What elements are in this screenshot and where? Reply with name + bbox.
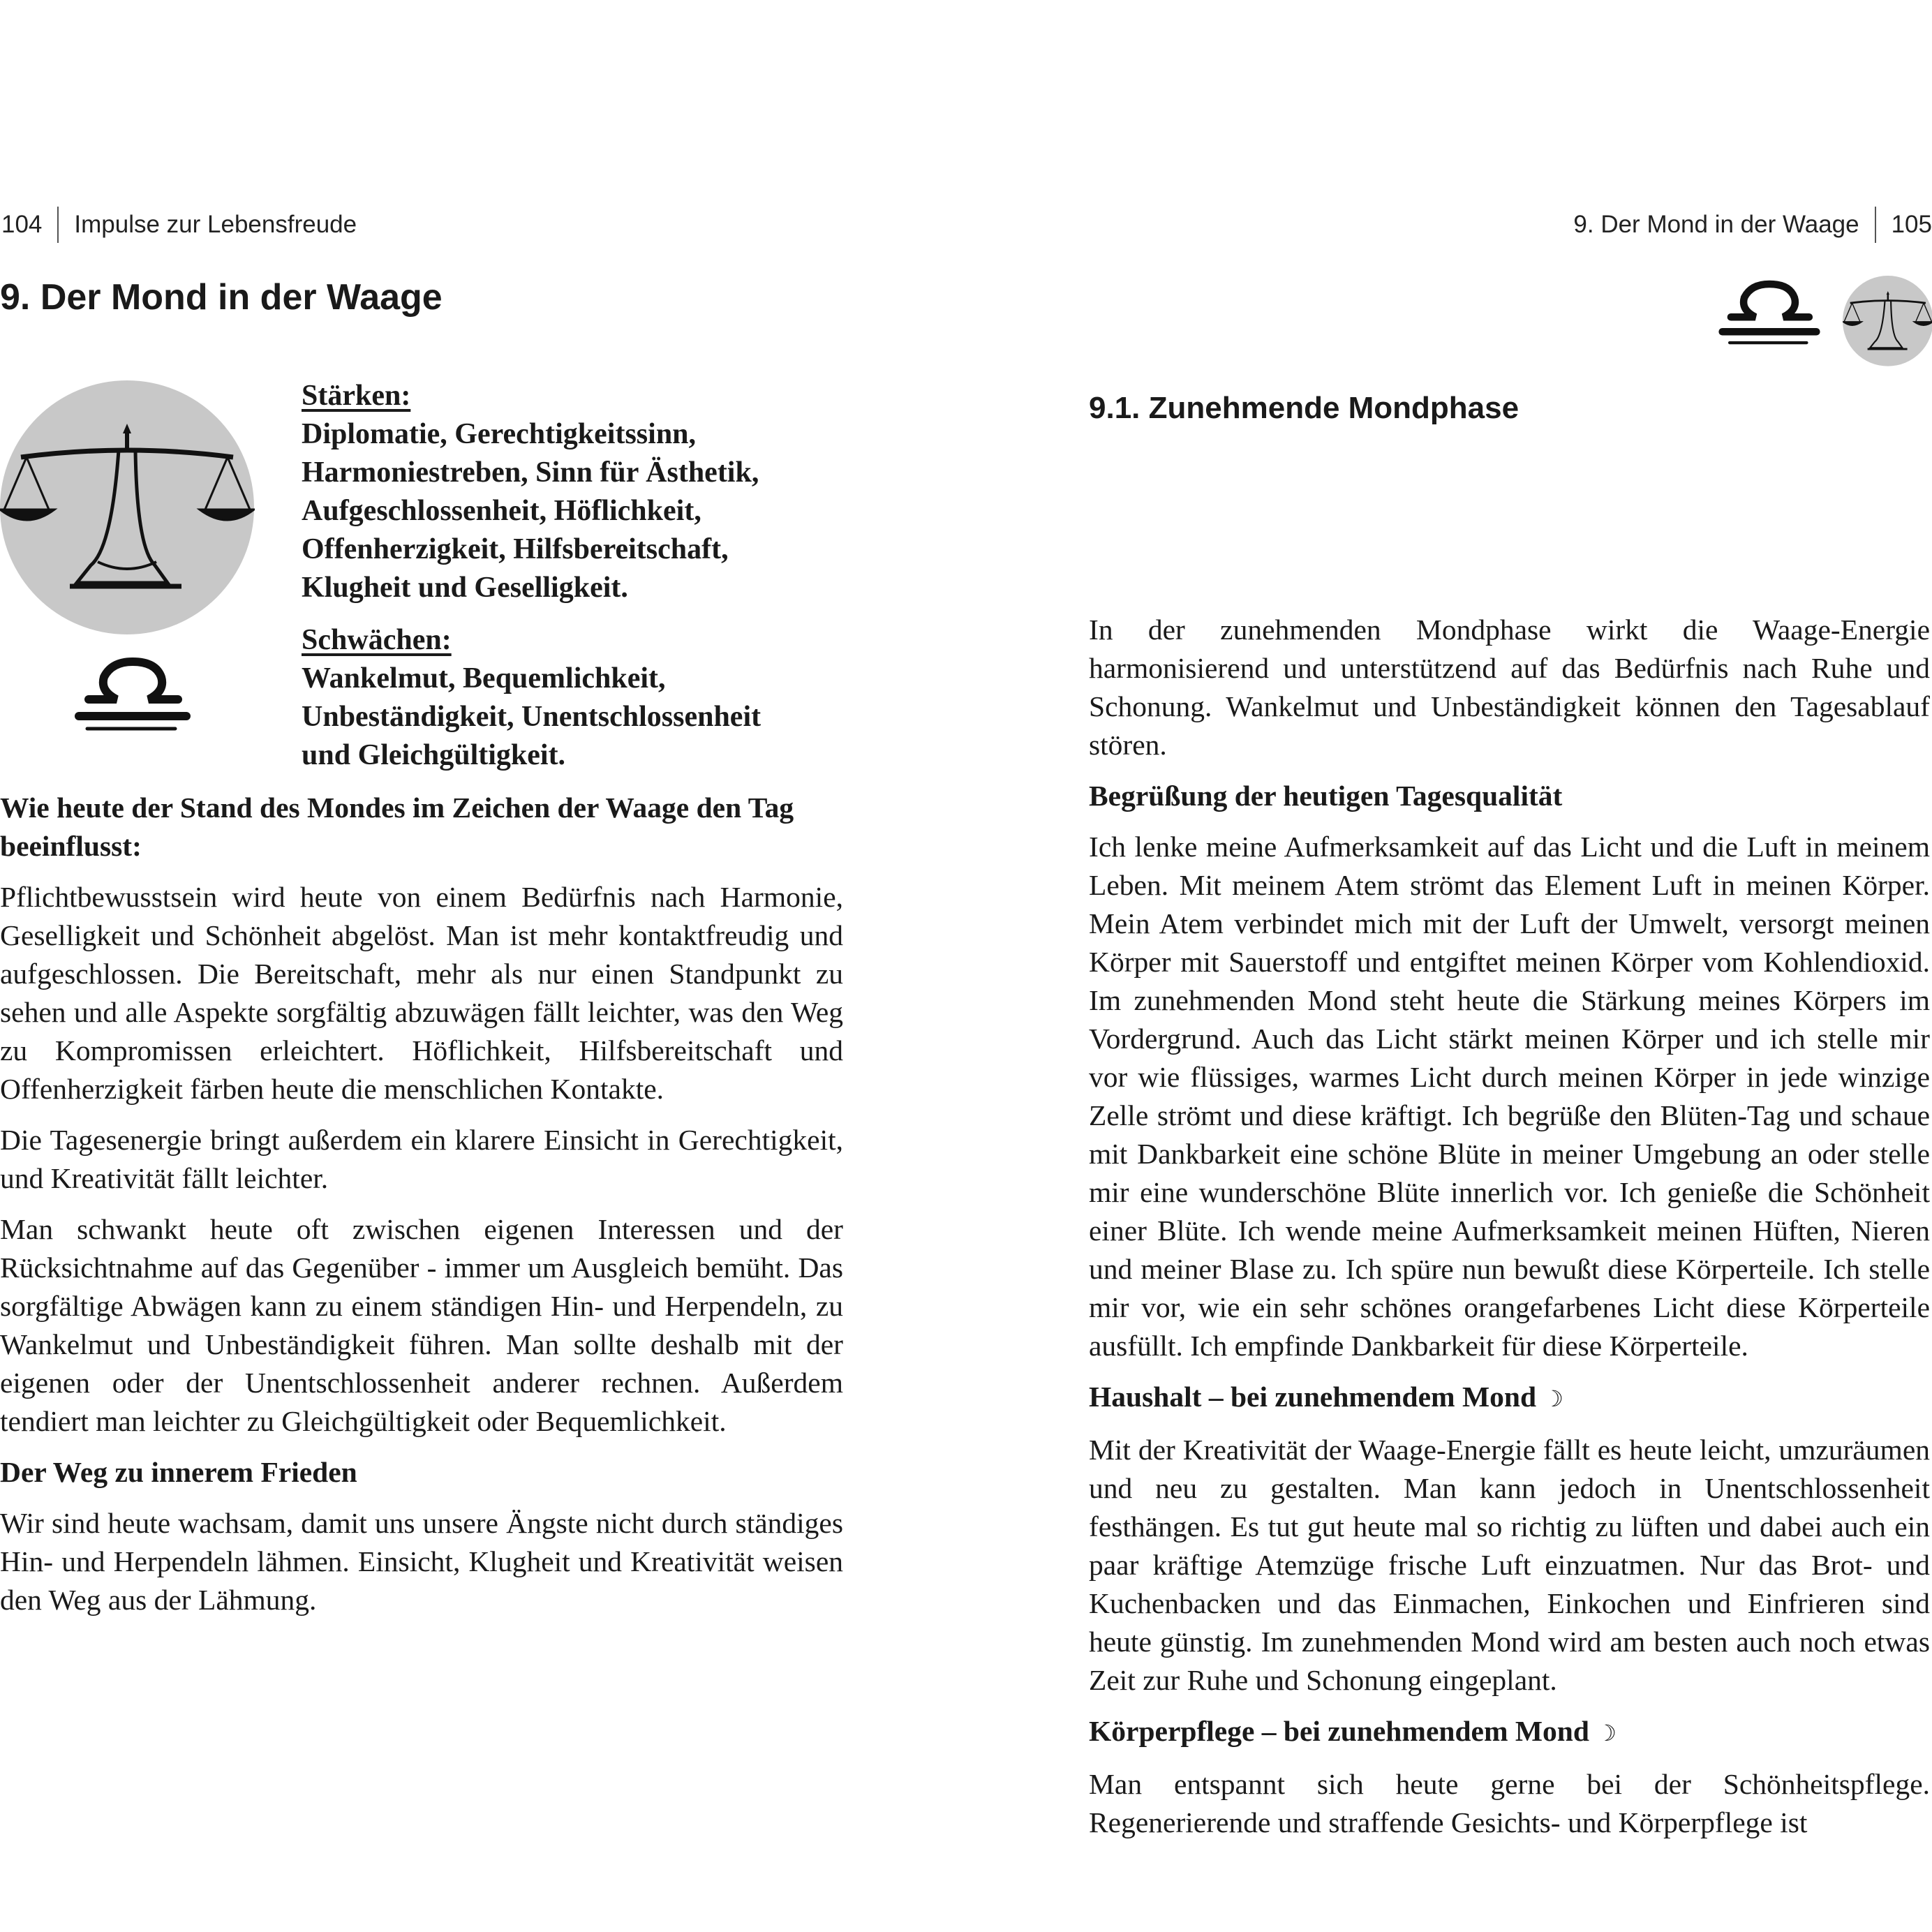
running-title: 9. Der Mond in der Waage [1573, 211, 1859, 238]
weaknesses-label: Schwächen: [302, 624, 452, 656]
strengths-block [302, 377, 848, 607]
waxing-moon-icon: ☽ [1543, 1385, 1564, 1412]
weaknesses-line: Unbeständigkeit, Unentschlossenheit [302, 701, 761, 733]
right-page-header [1573, 209, 1932, 240]
heading-bodycare-text: Körperpflege – bei zunehmendem Mond [1089, 1715, 1589, 1747]
weaknesses-block [302, 621, 848, 775]
right-page [1089, 0, 1932, 1932]
paragraph: Pflichtbewusstsein wird heute von einem Bedürfnis nach Harmonie, Geselligkeit und Schönheit abgelöst. Man ist mehr kontaktfreudig und aufgeschlossen. Die Bereitschaft, mehr als nur einen Standpunkt zu sehen und alle Aspekte sorgfältig abzuwägen fällt leichter, was den Weg zu Kompromissen erleichtert. Höflichkeit, Hilfsbereitschaft und Offenherzigkeit färben heute die menschlichen Kontakte. [0, 881, 843, 1105]
paragraph-bodycare: Man entspannt sich heute gerne bei der Schönheitspflege. Regenerierende und straffende Gesichts- und Körperpflege ist [1089, 1768, 1930, 1838]
heading-bodycare [1089, 1712, 1930, 1753]
heading-inner-peace: Der Weg zu innerem Frieden [0, 1456, 357, 1488]
traits-box [302, 377, 848, 789]
paragraph-household: Mit der Kreativität der Waage-Energie fällt es heute leicht, umzuräumen und neu zu gestalten. Man kann jedoch in Unentschlossenheit festhängen. Es tut gut heute mal so richtig zu lüften und dabei auch ein paar kräftige Atemzüge frische Luft einzuatmen. Nur das Brot- und Kuchenbacken und das Einmachen, Einkochen und Einfrieren sind heute günstig. Im zunehmenden Mond wird am besten auch noch etwas Zeit zur Ruhe und Schonung eingeplant. [1089, 1434, 1930, 1696]
strengths-line: Harmoniestreben, Sinn für Ästhetik, [302, 456, 759, 489]
heading-greeting: Begrüßung der heutigen Tagesqualität [1089, 780, 1563, 812]
strengths-label: Stärken: [302, 380, 411, 412]
libra-symbol-icon [73, 656, 192, 740]
page-number: 105 [1891, 211, 1932, 238]
right-body-text [1089, 611, 1930, 1855]
left-page [0, 0, 848, 1932]
left-body-text [0, 789, 843, 1632]
strengths-line: Aufgeschlossenheit, Höflichkeit, [302, 495, 701, 527]
heading-household [1089, 1378, 1930, 1418]
balance-scale-icon [1843, 276, 1932, 366]
heading-influence: Wie heute der Stand des Mondes im Zeichen der Waage den Tag beeinflusst: [0, 792, 794, 862]
paragraph-greeting: Ich lenke meine Aufmerksamkeit auf das Licht und die Luft in meinem Leben. Mit meinem Atem strömt das Element Luft in meinen Körper. Mein Atem verbindet mich mit der Luft der Umwelt, versorgt meinen Körper mit Sauerstoff und entgiftet meinen Körper vom Kohlendioxid. Im zunehmenden Mond steht heute die Stärkung meines Körpers im Vordergrund. Auch das Licht stärkt meinen Körper und ich stelle mir vor wie flüssiges, warmes Licht durch meinen Körper in jede winzige Zelle strömt und diese kräftigt. Ich begrüße den Blüten-Tag und schaue mit Dankbarkeit eine schöne Blüte in meiner Umgebung an oder stelle mir eine wunderschöne Blüte innerlich vor. Ich genieße die Schönheit einer Blüte. Ich wende meine Aufmerksamkeit meinen Hüften, Nieren und meiner Blase zu. Ich spüre nun bewußt diese Körperteile. Ich stelle mir vor, wie ein sehr schönes orangefarbenes Licht diese Körperteile ausfüllt. Ich empfinde Dankbarkeit für diese Körperteile. [1089, 831, 1930, 1362]
weaknesses-line: Wankelmut, Bequemlichkeit, [302, 662, 666, 694]
paragraph: Man schwankt heute oft zwischen eigenen Interessen und der Rücksichtnahme auf das Gegenüber - immer um Ausgleich bemüht. Das sorgfältige Abwägen kann zu einem ständigen Hin- und Herpendeln, zu Wankelmut und Unbeständigkeit führen. Man sollte deshalb mit der eigenen oder der Unentschlossenheit anderer rechnen. Außerdem tendiert man leichter zu Gleichgültigkeit oder Bequemlichkeit. [0, 1213, 843, 1437]
weaknesses-line: und Gleichgültigkeit. [302, 739, 566, 771]
paragraph: Die Tagesenergie bringt außerdem ein klarere Einsicht in Gerechtigkeit, und Kreativität fällt leichter. [0, 1124, 843, 1194]
chapter-title: 9. Der Mond in der Waage [0, 277, 443, 318]
waxing-moon-icon: ☽ [1596, 1720, 1617, 1746]
strengths-line: Diplomatie, Gerechtigkeitssinn, [302, 418, 697, 450]
paragraph: Wir sind heute wachsam, damit uns unsere Ängste nicht durch ständiges Hin- und Herpendeln lähmen. Einsicht, Klugheit und Kreativität weisen den Weg aus der Lähmung. [0, 1507, 843, 1616]
heading-household-text: Haushalt – bei zunehmendem Mond [1089, 1381, 1537, 1413]
left-page-header [1, 209, 357, 240]
strengths-line: Offenherzigkeit, Hilfsbereitschaft, [302, 533, 729, 565]
balance-scale-icon [0, 380, 255, 635]
page-number: 104 [1, 211, 43, 238]
libra-symbol-icon [1714, 279, 1825, 352]
paragraph-intro: In der zunehmenden Mondphase wirkt die Waage-Energie harmonisierend und unterstützend auf das Bedürfnis nach Ruhe und Schonung. Wankelmut und Unbeständigkeit können den Tagesablauf stören. [1089, 614, 1930, 761]
section-title: 9.1. Zunehmende Mondphase [1089, 391, 1519, 425]
strengths-line: Klugheit und Geselligkeit. [302, 572, 628, 604]
running-title: Impulse zur Lebensfreude [74, 211, 357, 238]
